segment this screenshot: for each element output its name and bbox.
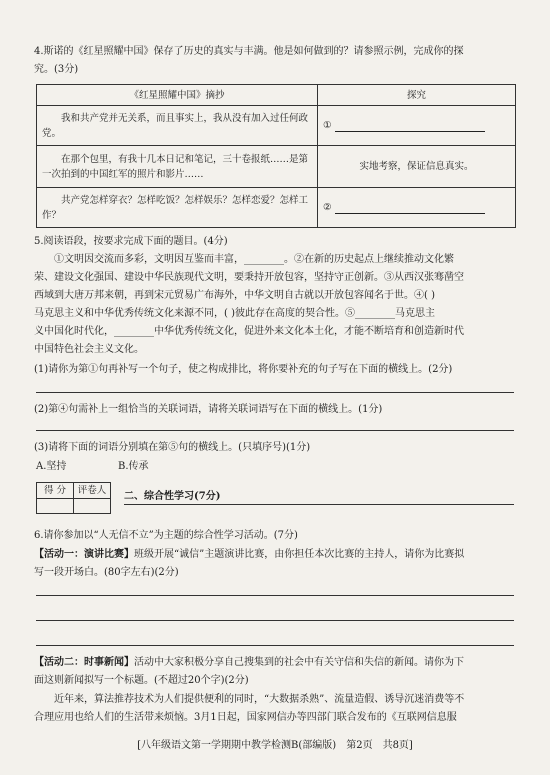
q5-sub2: (2)第④句需补上一组恰当的关联词语，请将关联词语写在下面的横线上。(1分): [34, 404, 383, 415]
example-answer: 实地考察，保证信息真实。: [318, 146, 516, 188]
activity1-label: 【活动一：演讲比赛】: [34, 549, 134, 560]
option-b: B.传承: [118, 461, 149, 472]
q6-activity2-line2: 面这则新闻拟写一个标题。(不超过20个字)(2分): [34, 675, 249, 686]
table-row-excerpt: 我和共产党并无关系，而且事实上，我从没有加入过任何政党。: [37, 106, 318, 146]
section-divider: [124, 504, 514, 505]
q5-sub3: (3)请将下面的词语分别填在第⑤句的横线上。(只填序号)(1分): [34, 442, 311, 453]
q5-passage-line: ①文明因交流而多彩，文明因互鉴而丰富，________。②在新的历史起点上继续推动文化繁: [54, 254, 454, 265]
score-cell[interactable]: [37, 499, 74, 514]
score-box: [36, 482, 111, 514]
table-header-excerpt: 《红星照耀中国》摘抄: [37, 85, 318, 106]
activity2-text: 活动中大家积极分享自己搜集到的社会中有关守信和失信的新闻。请你为下: [134, 657, 464, 668]
q5-passage-line: 义中国化时代化，________中华优秀传统文化，促进外来文化本土化，才能不断培育和创造新时代: [34, 326, 464, 337]
news-paragraph: 合理应用也给人们的生活带来烦恼。3月1日起，国家网信办等四部门联合发布的《互联网信息服: [34, 712, 457, 723]
q5-passage-line: 中国特色社会主义文化。: [34, 344, 144, 355]
q5-title: 5.阅读语段，按要求完成下面的题目。(4分): [34, 236, 228, 247]
answer-marker-2: ②: [323, 202, 332, 213]
answer-cell-2[interactable]: [318, 188, 516, 228]
q6-title: 6.请你参加以“人无信不立”为主题的综合性学习活动。(7分): [34, 530, 298, 541]
q5-passage-line: 西域到大唐万邦来朝，再到宋元贸易广布海外，中华文明自古就以开放包容闻名于世。④( ): [34, 290, 435, 301]
answer-line[interactable]: [36, 645, 514, 646]
table-row-excerpt: 共产党怎样穿衣？怎样吃饭？怎样娱乐？怎样恋爱？怎样工作？: [37, 188, 318, 228]
table-row-excerpt: 在那个包里，有我十几本日记和笔记，三十卷报纸……是第一次拍到的中国红军的照片和影片……: [37, 146, 318, 188]
answer-cell-1[interactable]: [318, 106, 516, 146]
q5-sub1: (1)请你为第①句再补写一个句子，使之构成排比，将你要补充的句子写在下面的横线上。(2分): [34, 364, 453, 375]
answer-line[interactable]: [36, 430, 514, 431]
answer-marker-1: ①: [323, 120, 332, 131]
section-heading: 二、综合性学习(7分): [124, 491, 221, 502]
answer-blank-1[interactable]: [335, 120, 485, 132]
activity1-text: 班级开展“诚信”主题演讲比赛，由你担任本次比赛的主持人，请你为比赛拟: [134, 549, 465, 560]
q4-line2: 究。(3分): [34, 64, 79, 75]
table-header-inquiry: 探究: [318, 85, 516, 106]
q6-activity1: [34, 547, 520, 562]
q4-line1: 4.斯诺的《红星照耀中国》保存了历史的真实与丰满。他是如何做到的？请参照示例，完成你的探: [34, 46, 464, 57]
answer-line[interactable]: [36, 620, 514, 621]
q6-activity1-line2: 写一段开场白。(80字左右)(2分): [34, 567, 179, 578]
score-label: 得 分: [37, 483, 74, 499]
grader-cell[interactable]: [74, 499, 111, 514]
answer-line[interactable]: [36, 392, 514, 393]
answer-line[interactable]: [36, 595, 514, 596]
option-a: A.坚持: [36, 461, 67, 472]
answer-blank-2[interactable]: [335, 202, 485, 214]
news-paragraph: 近年来，算法推荐技术为人们提供便利的同时，“大数据杀熟”、流量造假、诱导沉迷消费等不: [54, 694, 465, 705]
q5-passage-line: 荣、建设文化强国、建设中华民族现代文明，要秉持开放包容，坚持守正创新。③从西汉张骞凿空: [34, 272, 464, 283]
page-footer: [八年级语文第一学期期中教学检测B(部编版) 第2页 共8页]: [137, 740, 413, 751]
q4-table: [36, 84, 516, 228]
q6-activity2: [34, 655, 520, 670]
grader-label: 评卷人: [74, 483, 111, 499]
activity2-label: 【活动二：时事新闻】: [34, 657, 134, 668]
q5-passage-line: 马克思主义和中华优秀传统文化来源不同，( )彼此存在高度的契合性。⑤________马克思主: [34, 308, 435, 319]
